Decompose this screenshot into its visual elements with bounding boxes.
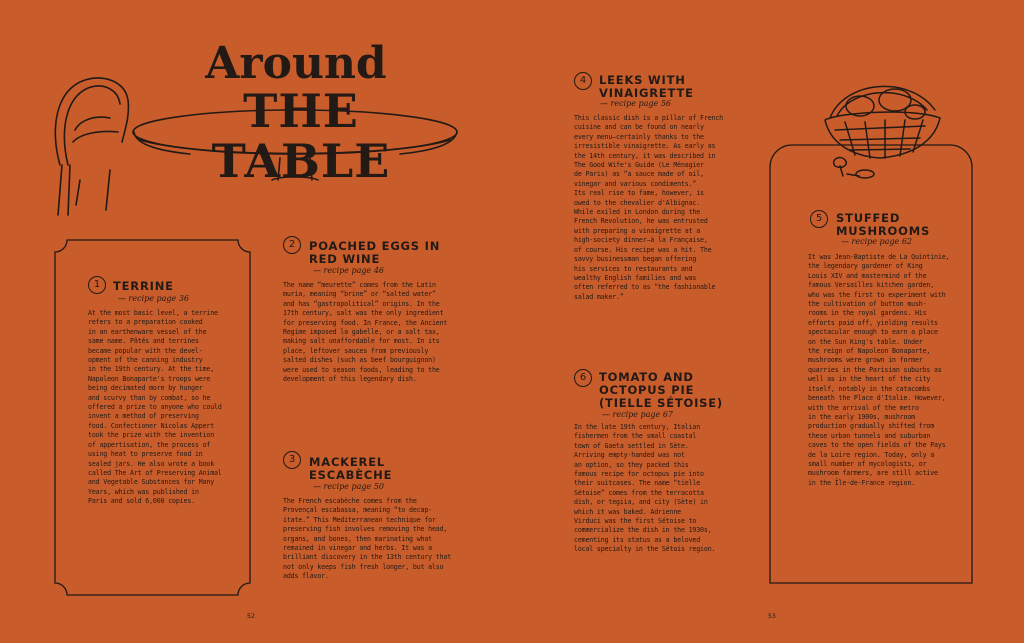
recipe-page-ref: — recipe page 50	[313, 482, 385, 491]
section-body-leeks: This classic dish is a pillar of French cuisine and can be found on nearly every menu—certainly thanks to the irresistible vinaigrette. As early as the 14th century, it was described in The Good Wife's Guide (Le Ménagier de Paris) as “a sauce made of oil, vinegar and various condiments.” Its real rise to fame, however, is owed to the chevalier d'Albignac. While exiled in London during the French Revolution, he was entrusted with preparing a vinaigrette at a high-society dinner—à la Française, of course. His recipe was a hit. The savvy businessman began offering his services to restaurants and wealthy English families and was often referred to as “the fashionable salad maker.”	[574, 114, 723, 301]
section-name-line: (TIELLE SÉTOISE)	[599, 396, 723, 410]
section-title-tomato-octopus	[599, 371, 723, 410]
section-name-line: TOMATO AND	[599, 370, 694, 384]
recipe-page-ref: — recipe page 36	[118, 294, 190, 303]
section-body-mackerel: The French escabèche comes from the Provençal escabassa, meaning “to decap- itate.” This Mediterranean technique for preserving fish involves removing the head, organs, and bones, then marinating what remained in vinegar and herbs. It was a brilliant discovery in the 13th century that not only keeps fish fresh longer, but also adds flavor.	[283, 497, 452, 581]
section-number-4: 4	[574, 72, 592, 90]
section-body-tomato-octopus: In the late 19th century, Italian fishermen from the small coastal town of Gaeta settled in Sète. Arriving empty-handed was not an option, so they packed this famous recipe for octopus pie into their suitcases. The name “tielle Sétoise” comes from the terracotta dish, or tegiia, and city (Sète) in which it was baked. Adrienne Virduci was the first Sétoise to commercialize the dish in the 1930s, cementing its status as a beloved local specialty in the Sétois region.	[574, 423, 716, 554]
section-name-line: LEEKS WITH	[599, 73, 686, 87]
section-name-line: VINAIGRETTE	[599, 86, 694, 100]
section-title-leeks	[599, 74, 694, 100]
section-body-stuffed-mushrooms: It was Jean-Baptiste de La Quintinie, the legendary gardener of King Louis XIV and mastermind of the famous Versailles kitchen garden, who was the first to experiment with the cultivation of button mush- rooms in the royal gardens. His efforts paid off, yielding results spectacular enough to earn a place on the Sun King's table. Under the reign of Napoleon Bonaparte, mushrooms were grown in former quarries in the Parisian suburbs as well as in the heart of the city itself, notably in the catacombs beneath the Place d'Italie. However, with the arrival of the metro in the early 1900s, mushroom production gradually shifted from these urban tunnels and suburban caves to the open fields of the Pays de la Loire region. Today, only a small number of mycologists, or mushroom farmers, are still active in the Île-de-France region.	[808, 253, 950, 487]
section-name-line: ESCABÈCHE	[309, 468, 393, 482]
section-name-line: MACKEREL	[309, 455, 385, 469]
section-number-6: 6	[574, 369, 592, 387]
section-number-1: 1	[88, 276, 106, 294]
title-line-2: THE TABLE	[211, 84, 391, 188]
section-title-mackerel	[309, 456, 392, 482]
section-name: TERRINE	[113, 279, 174, 293]
recipe-page-ref: — recipe page 56	[600, 99, 672, 108]
section-name-line: RED WINE	[309, 252, 381, 266]
recipe-page-ref: — recipe page 67	[602, 410, 674, 419]
section-title-poached-eggs	[309, 240, 440, 266]
section-number-2: 2	[283, 236, 301, 254]
section-body-poached-eggs: The name “meurette” comes from the Latin muria, meaning “brine” or “salted water” and has “gastropolitical” origins. In the 17th century, salt was the only ingredient for preserving food. In France, the Ancient Regime imposed la gabelle, or a salt tax, making salt unaffordable for most. In its place, leftover sauces from previously salted dishes (such as beef bourguignon) were used to season foods, leading to the development of this legendary dish.	[283, 281, 448, 384]
section-title-terrine	[113, 280, 174, 293]
section-number-3: 3	[283, 451, 301, 469]
recipe-page-ref: — recipe page 62	[841, 237, 913, 246]
mushroom-basket-icon	[815, 70, 945, 185]
recipe-page-ref: — recipe page 46	[313, 266, 385, 275]
section-number-5: 5	[810, 210, 828, 228]
section-name-line: MUSHROOMS	[836, 224, 931, 238]
section-name-line: POACHED EGGS IN	[309, 239, 441, 253]
section-title-stuffed-mushrooms	[836, 212, 930, 238]
section-name-line: STUFFED	[836, 211, 901, 225]
page-number-right: 53	[768, 612, 776, 620]
section-body-terrine: At the most basic level, a terrine refers to a preparation cooked in an earthenware vessel of the same name. Pâtés and terrines became popular with the devel- opment of the canning industry in the 19th century. At the time, Napoleon Bonaparte's troops were being decimated more by hunger and scurvy than by combat, so he offered a prize to anyone who could invent a method of preserving food. Confectioner Nicolas Appert took the prize with the invention of appertisation, the process of using heat to preserve food in sealed jars. He also wrote a book called The Art of Preserving Animal and Vegetable Substances for Many Years, which was published in Paris and sold 6,000 copies.	[88, 309, 222, 506]
section-name-line: OCTOPUS PIE	[599, 383, 695, 397]
title-line-1: Around	[205, 38, 387, 89]
page-number-left: 52	[247, 612, 255, 620]
